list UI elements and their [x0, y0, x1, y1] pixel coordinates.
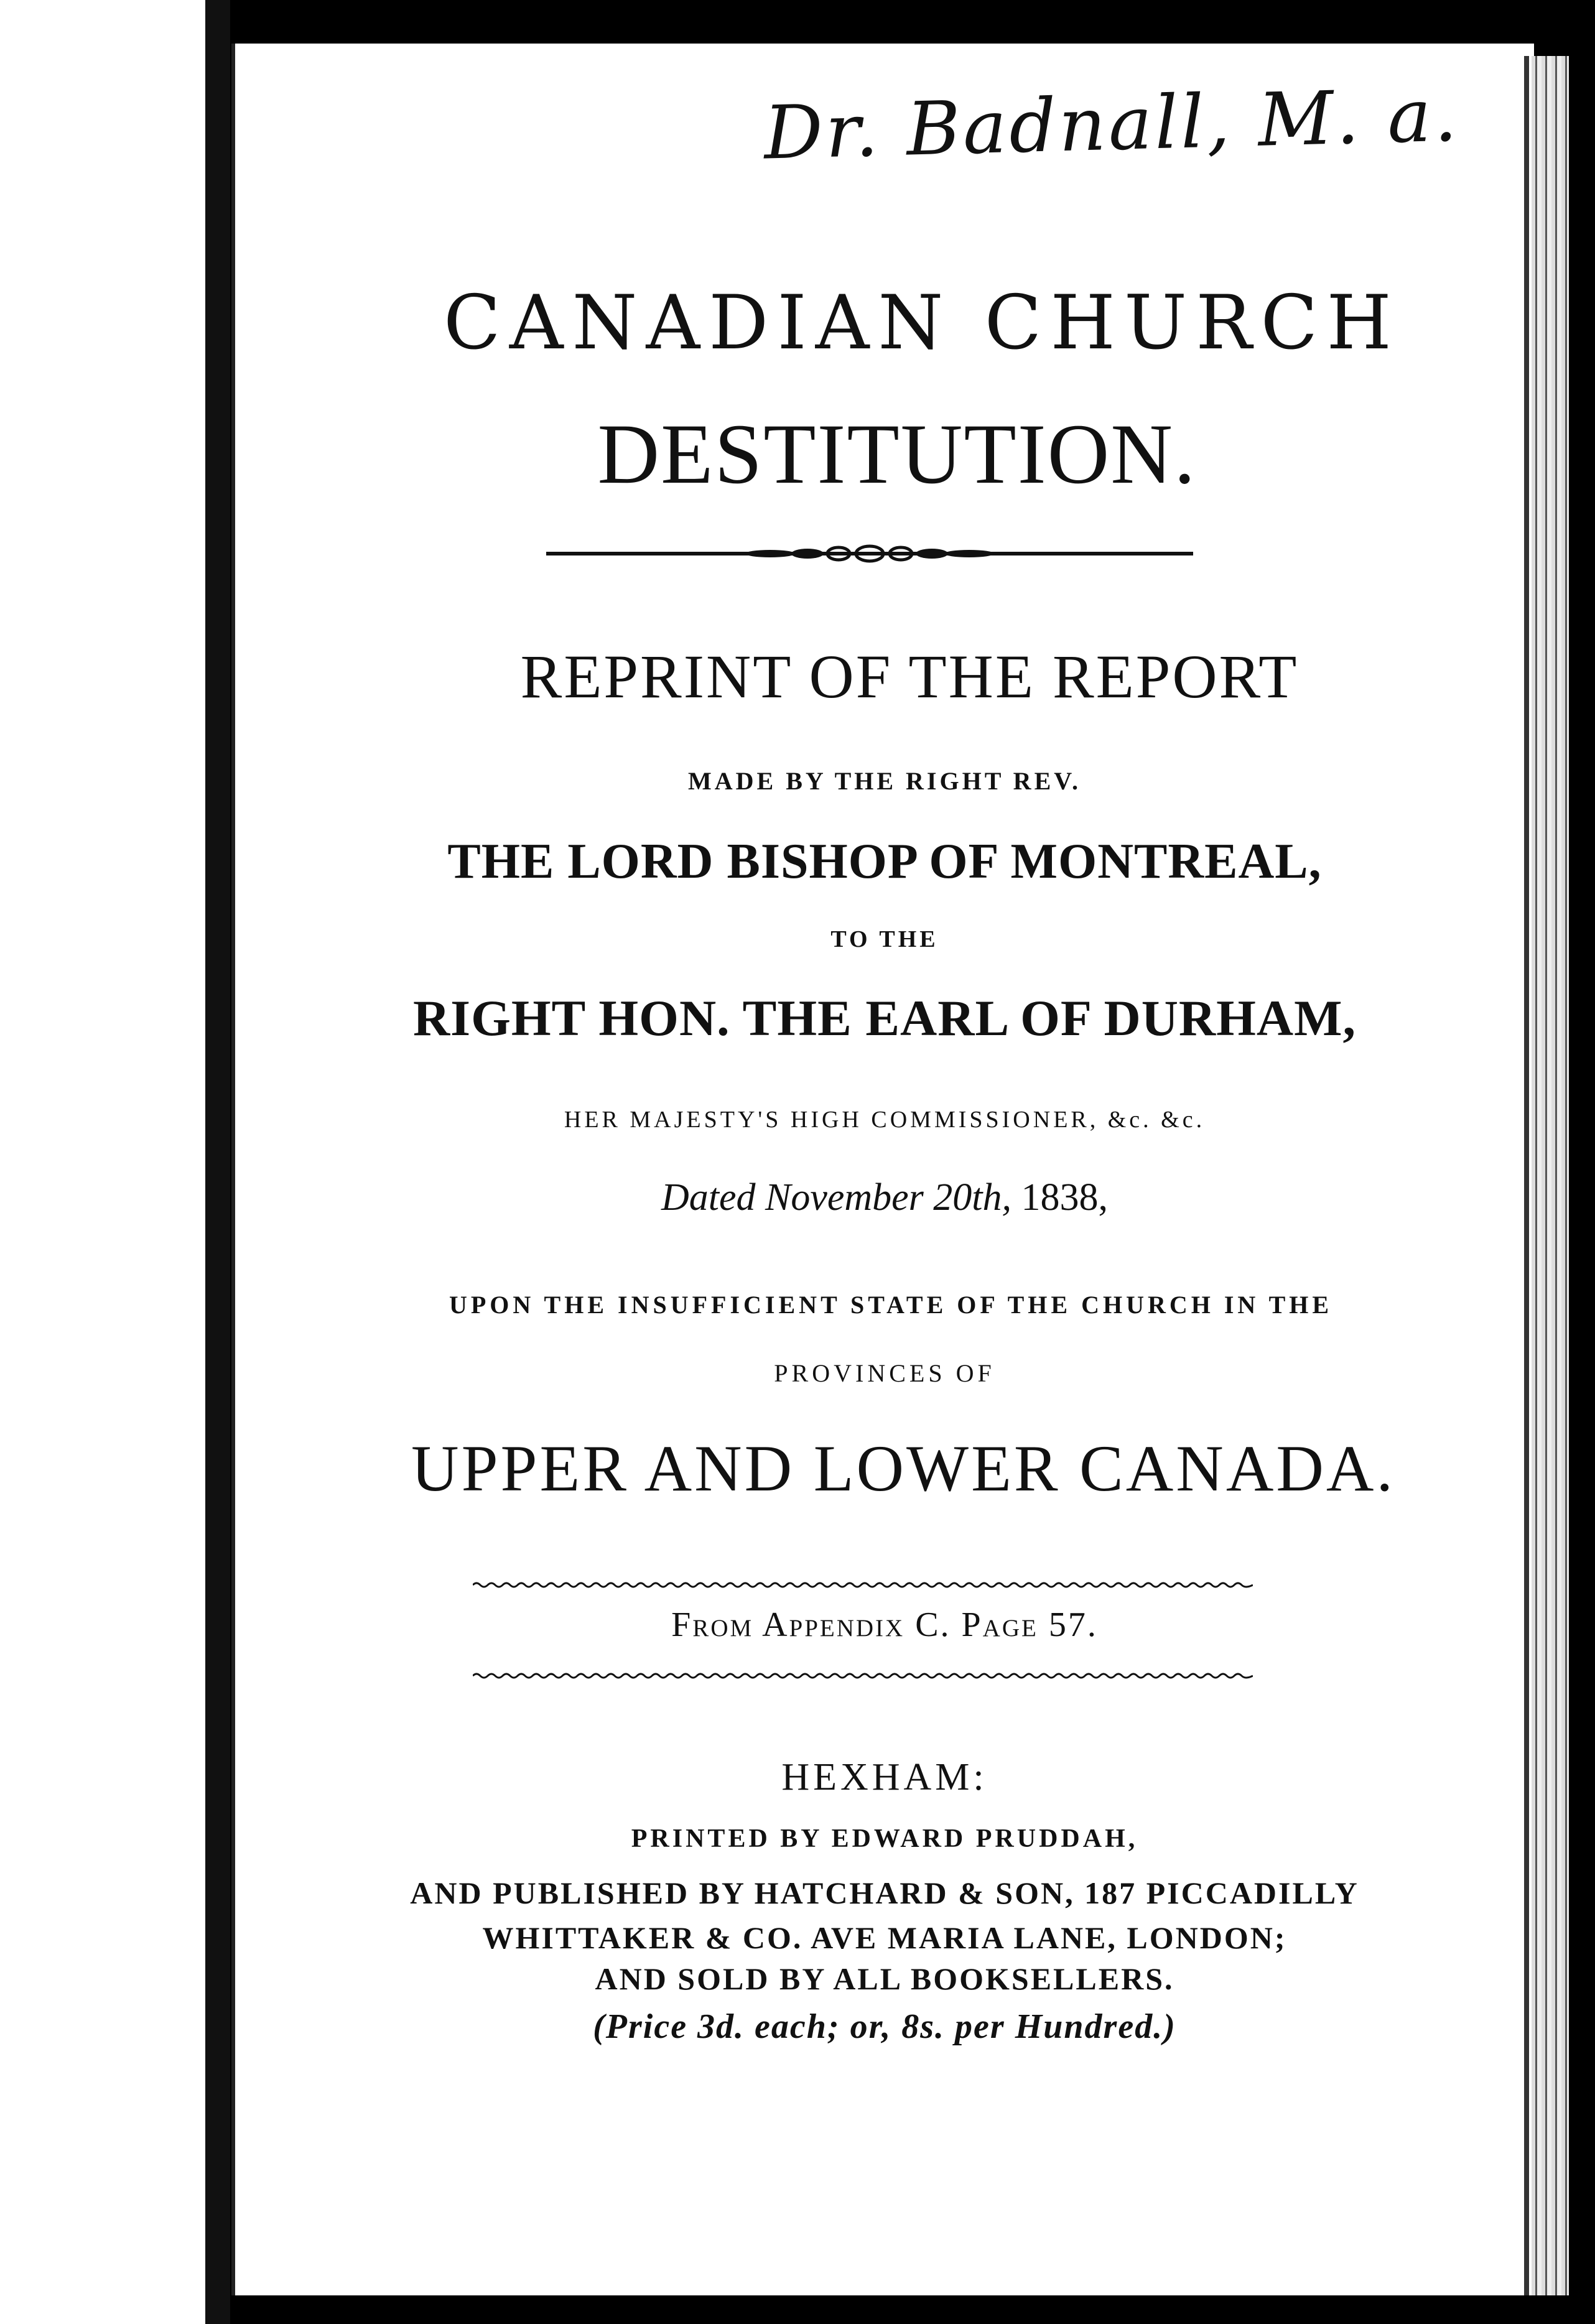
canada-heading: UPPER AND LOWER CANADA.	[411, 1432, 1395, 1505]
imprint-printer: PRINTED BY EDWARD PRUDDAH,	[631, 1824, 1138, 1853]
provinces-line: PROVINCES OF	[774, 1359, 995, 1387]
imprint-publisher: AND PUBLISHED BY HATCHARD & SON, 187 PICCADILLY	[410, 1875, 1359, 1910]
made-by-line: MADE BY THE RIGHT REV.	[688, 767, 1081, 795]
imprint-whittaker: WHITTAKER & CO. AVE MARIA LANE, LONDON;	[482, 1920, 1287, 1955]
page-edge	[1532, 56, 1569, 2295]
scan-left-margin	[0, 0, 205, 2324]
title-page	[231, 44, 1534, 2295]
wavy-rule-bottom	[473, 1671, 1253, 1681]
date-year: 1838,	[1021, 1176, 1109, 1219]
reprint-heading: REPRINT OF THE REPORT	[520, 642, 1299, 711]
title-line-1: CANADIAN CHURCH	[444, 280, 1400, 366]
page-edge-shadow	[1524, 56, 1529, 2295]
title-line-2: DESTITUTION.	[597, 406, 1197, 501]
upon-line: UPON THE INSUFFICIENT STATE OF THE CHURCH IN THE	[449, 1291, 1333, 1319]
scan-gutter	[205, 0, 230, 2324]
ornamental-rule	[546, 541, 1193, 566]
imprint-price: (Price 3d. each; or, 8s. per Hundred.)	[593, 2007, 1176, 2046]
imprint-sold: AND SOLD BY ALL BOOKSELLERS.	[595, 1961, 1174, 1996]
date-text: Dated November 20th,	[661, 1176, 1012, 1219]
bishop-line: THE LORD BISHOP OF MONTREAL,	[447, 834, 1322, 889]
imprint-place: HEXHAM:	[781, 1756, 988, 1798]
to-the-line: TO THE	[830, 926, 939, 952]
commissioner-line: HER MAJESTY'S HIGH COMMISSIONER, &c. &c.	[564, 1107, 1206, 1133]
earl-line: RIGHT HON. THE EARL OF DURHAM,	[412, 990, 1357, 1046]
wavy-rule-top	[473, 1580, 1253, 1590]
handwritten-signature: Dr. Badnall, M. a.	[763, 72, 1461, 176]
date-line	[235, 1176, 1534, 1220]
appendix-reference: From Appendix C. Page 57.	[671, 1606, 1098, 1644]
